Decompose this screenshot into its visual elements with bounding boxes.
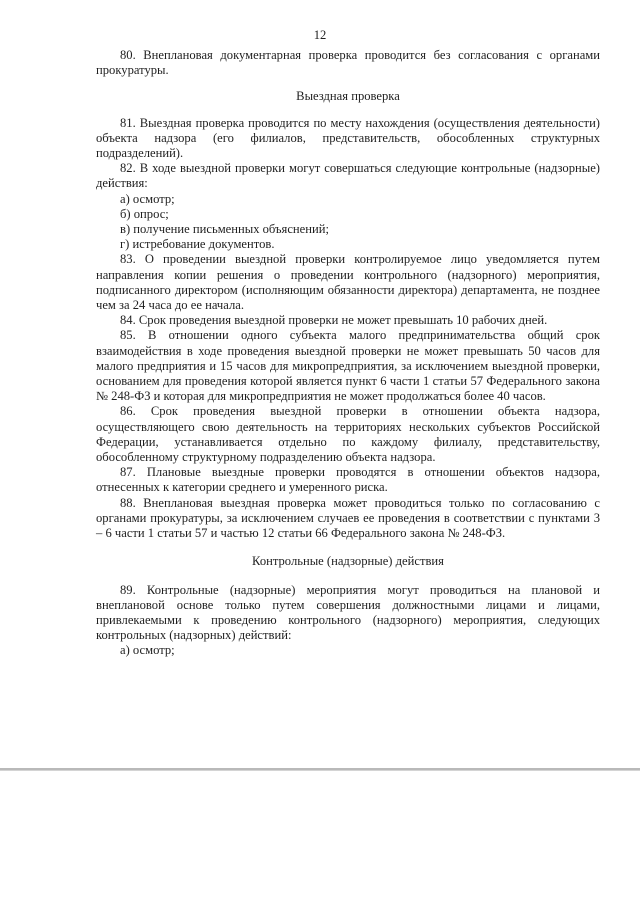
list-item: б) опрос; xyxy=(120,206,169,221)
list-item: в) получение письменных объяснений; xyxy=(120,222,329,237)
paragraph-81: 81. Выездная проверка проводится по месту нахождения (осуществления деятельности) объекта надзора (его филиалов, представительств, обособленных структурных подразделений). xyxy=(96,115,600,161)
paragraph-84: 84. Срок проведения выездной проверки не может превышать 10 рабочих дней. xyxy=(120,313,548,328)
paragraph-80: 80. Внеплановая документарная проверка проводится без согласования с органами прокуратуры. xyxy=(96,48,600,78)
paragraph-88: 88. Внеплановая выездная проверка может проводиться только по согласованию с органами прокуратуры, за исключением случаев ее проведения в соответствии с пунктами 3 – 6 части 1 статьи 57 и частью 12 статьи 66 Федерального закона № 248-ФЗ. xyxy=(96,495,600,541)
list-item: а) осмотр; xyxy=(120,643,175,658)
section-heading-control-actions: Контрольные (надзорные) действия xyxy=(252,554,444,569)
paragraph-86: 86. Срок проведения выездной проверки в отношении объекта надзора, осуществляющего свою деятельность на территориях нескольких субъектов Российской Федерации, устанавливается отдельно по каждому филиалу, представительству, обособленному структурному подразделению объекта надзора. xyxy=(96,404,600,465)
list-item: а) осмотр; xyxy=(120,191,175,206)
page-content xyxy=(96,48,600,659)
paragraph-83: 83. О проведении выездной проверки контролируемое лицо уведомляется путем направления копии решения о проведении контрольного (надзорного) мероприятия, подписанного директором (исполняющим обязанности директора) департамента, не позднее чем за 24 часа до ее начала. xyxy=(96,252,600,313)
section-heading-field-inspection: Выездная проверка xyxy=(296,89,400,104)
list-item: г) истребование документов. xyxy=(120,237,275,252)
paragraph-87: 87. Плановые выездные проверки проводятся в отношении объектов надзора, отнесенных к категории среднего и умеренного риска. xyxy=(96,465,600,495)
paragraph-85: 85. В отношении одного субъекта малого предпринимательства общий срок взаимодействия в ходе проведения выездной проверки не может превышать 50 часов для малого предприятия и 15 часов для микропредприятия, за исключением выездной проверки, основанием для проведения которой является пункт 6 части 1 статьи 57 Федерального закона № 248-ФЗ и которая для микропредприятия не может продолжаться более 40 часов. xyxy=(96,328,600,404)
paragraph-89: 89. Контрольные (надзорные) мероприятия могут проводиться на плановой и внеплановой основе только путем совершения должностными лицами и лицами, привлекаемыми к проведению контрольного (надзорного) мероприятия, следующих контрольных (надзорных) действий: xyxy=(96,582,600,643)
paragraph-82: 82. В ходе выездной проверки могут совершаться следующие контрольные (надзорные) действия: xyxy=(96,161,600,191)
page-number: 12 xyxy=(313,28,327,42)
